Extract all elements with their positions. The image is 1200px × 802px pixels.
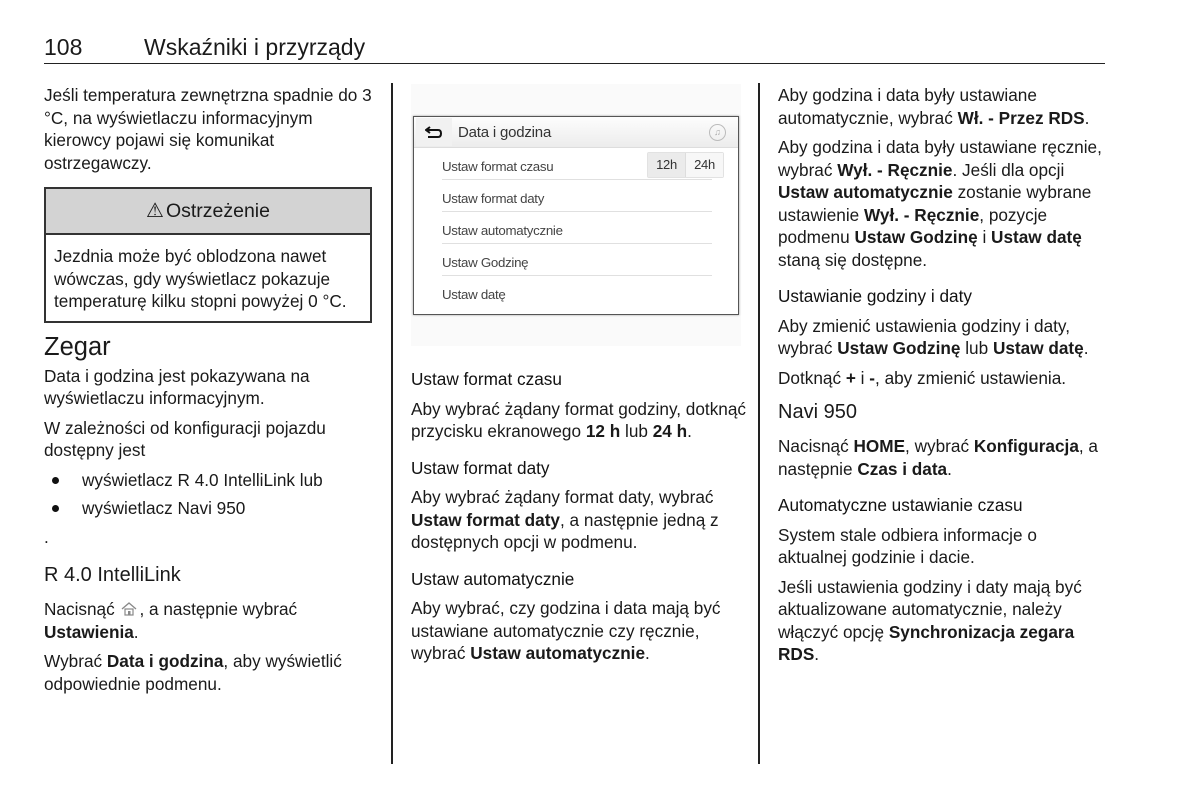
column-middle bbox=[411, 84, 747, 672]
intro-paragraph: Jeśli temperatura zewnętrzna spadnie do 3 °C, na wyświetlaczu informacyjnym kierowcy pojawi się komunikat ostrzegawczy. bbox=[44, 85, 372, 173]
column-right bbox=[778, 84, 1108, 673]
subheading: Ustaw format czasu bbox=[411, 369, 562, 389]
text: . bbox=[1083, 338, 1089, 358]
back-button[interactable] bbox=[416, 118, 452, 146]
column-divider bbox=[758, 83, 760, 764]
text: . bbox=[645, 643, 650, 663]
screen-title: Data i godzina bbox=[458, 124, 552, 141]
option-reference: Wył. - Ręcznie bbox=[837, 159, 953, 180]
text: . Jeśli dla opcji bbox=[952, 159, 1065, 180]
paragraph bbox=[778, 315, 1108, 360]
text: Wybrać bbox=[44, 651, 103, 671]
menu-item-label: Ustaw datę bbox=[442, 287, 506, 302]
subheading: Automatyczne ustawianie czasu bbox=[778, 495, 1023, 515]
text: zostanie wybrane ustawienie bbox=[778, 182, 1092, 225]
music-note-icon[interactable]: ♫ bbox=[709, 124, 726, 141]
option-reference: Synchronizacja zegara RDS bbox=[778, 621, 1075, 664]
text: . bbox=[947, 458, 952, 479]
subsection-title: Navi 950 bbox=[778, 401, 857, 423]
menu-reference: Ustaw Godzinę bbox=[854, 227, 978, 247]
paragraph bbox=[44, 598, 376, 643]
menu-item-label: Ustaw format czasu bbox=[442, 159, 554, 174]
menu-item-label: Ustaw format daty bbox=[442, 191, 545, 206]
subheading: Ustawianie godziny i daty bbox=[778, 286, 972, 306]
page-number: 108 bbox=[44, 34, 83, 60]
text: Aby godzina i data były ustawiane automatycznie, wybrać bbox=[778, 85, 1037, 128]
menu-reference: Data i godzina bbox=[106, 651, 224, 671]
text: , aby zmienić ustawienia. bbox=[875, 367, 1067, 388]
display-list bbox=[44, 469, 376, 520]
menu-reference: Ustaw Godzinę bbox=[837, 338, 961, 358]
text: , aby wyświetlić odpowiednie podmenu. bbox=[44, 651, 342, 694]
menu-item-date-format[interactable] bbox=[442, 180, 712, 212]
format-24h-button[interactable]: 24h bbox=[686, 153, 723, 177]
menu-reference: Ustaw datę bbox=[992, 338, 1084, 358]
infotainment-screen bbox=[413, 116, 739, 315]
menu-reference: Ustawienia bbox=[44, 621, 134, 642]
paragraph bbox=[778, 576, 1108, 666]
text: Aby wybrać, czy godzina i data mają być ustawiane automatycznie czy ręcznie, wybrać bbox=[411, 598, 721, 663]
text: Nacisnąć bbox=[44, 599, 115, 619]
subheading: Ustaw automatycznie bbox=[411, 568, 575, 589]
text: , wybrać bbox=[905, 436, 970, 456]
paragraph bbox=[778, 84, 1108, 129]
home-icon bbox=[121, 602, 137, 616]
menu-item-auto[interactable] bbox=[442, 212, 712, 244]
menu-item-set-time[interactable] bbox=[442, 244, 712, 276]
text: , a następnie wybrać bbox=[139, 599, 298, 619]
button-reference: 24 h bbox=[652, 421, 688, 441]
text: Jeśli ustawienia godziny i daty mają być aktualizowane automatycznie, należy włączyć opcję bbox=[778, 576, 1082, 642]
text: , a następnie jedną z dostępnych opcji w podmenu. bbox=[411, 509, 719, 552]
text: Dotknąć bbox=[778, 367, 842, 388]
menu-reference: Ustaw datę bbox=[991, 227, 1082, 247]
paragraph bbox=[411, 398, 747, 443]
subheading: Ustaw format daty bbox=[411, 457, 550, 478]
chapter-title: Wskaźniki i przyrządy bbox=[144, 34, 366, 60]
warning-triangle-icon: ⚠ bbox=[146, 199, 164, 222]
paragraph bbox=[778, 136, 1108, 271]
settings-menu bbox=[414, 148, 738, 307]
screen-illustration bbox=[411, 84, 741, 346]
menu-item-set-date[interactable] bbox=[442, 276, 712, 307]
menu-item-time-format[interactable] bbox=[442, 148, 715, 180]
warning-box bbox=[44, 187, 372, 323]
text: Aby wybrać żądany format daty, wybrać bbox=[411, 487, 714, 507]
text: . bbox=[814, 644, 820, 664]
paragraph: System stale odbiera informacje o aktualnej godzinie i dacie. bbox=[778, 524, 1037, 567]
paragraph bbox=[778, 435, 1108, 480]
text: Nacisnąć bbox=[778, 436, 849, 456]
text: lub bbox=[965, 338, 989, 358]
button-reference: HOME bbox=[853, 436, 906, 456]
paragraph: Data i godzina jest pokazywana na wyświetlaczu informacyjnym. bbox=[44, 365, 310, 408]
option-reference: Wł. - Przez RDS bbox=[957, 107, 1085, 128]
text: i bbox=[982, 227, 987, 247]
text: . bbox=[133, 621, 139, 642]
paragraph: W zależności od konfiguracji pojazdu dostępny jest bbox=[44, 417, 326, 460]
text: , pozycje podmenu bbox=[778, 204, 1048, 247]
screen-title-bar bbox=[414, 117, 738, 148]
column-divider bbox=[391, 83, 393, 764]
text: Aby wybrać żądany format godziny, dotknąć przycisku ekranowego bbox=[411, 398, 747, 441]
minus-reference: - bbox=[869, 367, 876, 388]
text: staną się dostępne. bbox=[778, 249, 928, 270]
column-left bbox=[44, 84, 376, 702]
list-item: wyświetlacz R 4.0 IntelliLink lub bbox=[44, 469, 376, 492]
text: . bbox=[1084, 107, 1090, 128]
text: i bbox=[860, 367, 865, 388]
warning-header bbox=[46, 189, 370, 235]
paragraph bbox=[778, 367, 1108, 390]
text: Aby zmienić ustawienia godziny i daty, wybrać bbox=[778, 315, 1071, 358]
button-reference: 12 h bbox=[585, 421, 621, 441]
subsection-title: R 4.0 IntelliLink bbox=[44, 564, 181, 586]
page-header bbox=[44, 32, 1105, 64]
section-title: Zegar bbox=[44, 332, 111, 361]
paragraph bbox=[411, 486, 747, 554]
menu-item-label: Ustaw automatycznie bbox=[442, 223, 563, 238]
text: Aby godzina i data były ustawiane ręcznie, wybrać bbox=[778, 137, 1102, 180]
option-reference: Wył. - Ręcznie bbox=[864, 204, 980, 225]
menu-reference: Konfiguracja bbox=[973, 436, 1079, 456]
warning-title: Ostrzeżenie bbox=[165, 199, 270, 222]
menu-reference: Ustaw automatycznie bbox=[470, 643, 646, 663]
text: , a następnie bbox=[778, 436, 1098, 479]
stray-dot: . bbox=[44, 526, 49, 547]
plus-reference: + bbox=[845, 367, 856, 388]
paragraph bbox=[411, 597, 747, 665]
warning-body: Jezdnia może być oblodzona nawet wówczas, gdy wyświetlacz pokazuje temperaturę kilku stopni powyżej 0 °C. bbox=[54, 246, 347, 311]
menu-item-label: Ustaw Godzinę bbox=[442, 255, 529, 270]
format-12h-button[interactable]: 12h bbox=[648, 153, 686, 177]
list-item: wyświetlacz Navi 950 bbox=[44, 497, 376, 520]
menu-reference: Ustaw automatycznie bbox=[778, 182, 953, 202]
time-format-toggle bbox=[647, 152, 724, 178]
paragraph bbox=[44, 650, 376, 695]
back-arrow-icon bbox=[425, 126, 443, 138]
text: lub bbox=[625, 421, 648, 441]
text: . bbox=[687, 421, 692, 441]
menu-reference: Czas i data bbox=[857, 458, 948, 479]
menu-reference: Ustaw format daty bbox=[411, 509, 560, 530]
